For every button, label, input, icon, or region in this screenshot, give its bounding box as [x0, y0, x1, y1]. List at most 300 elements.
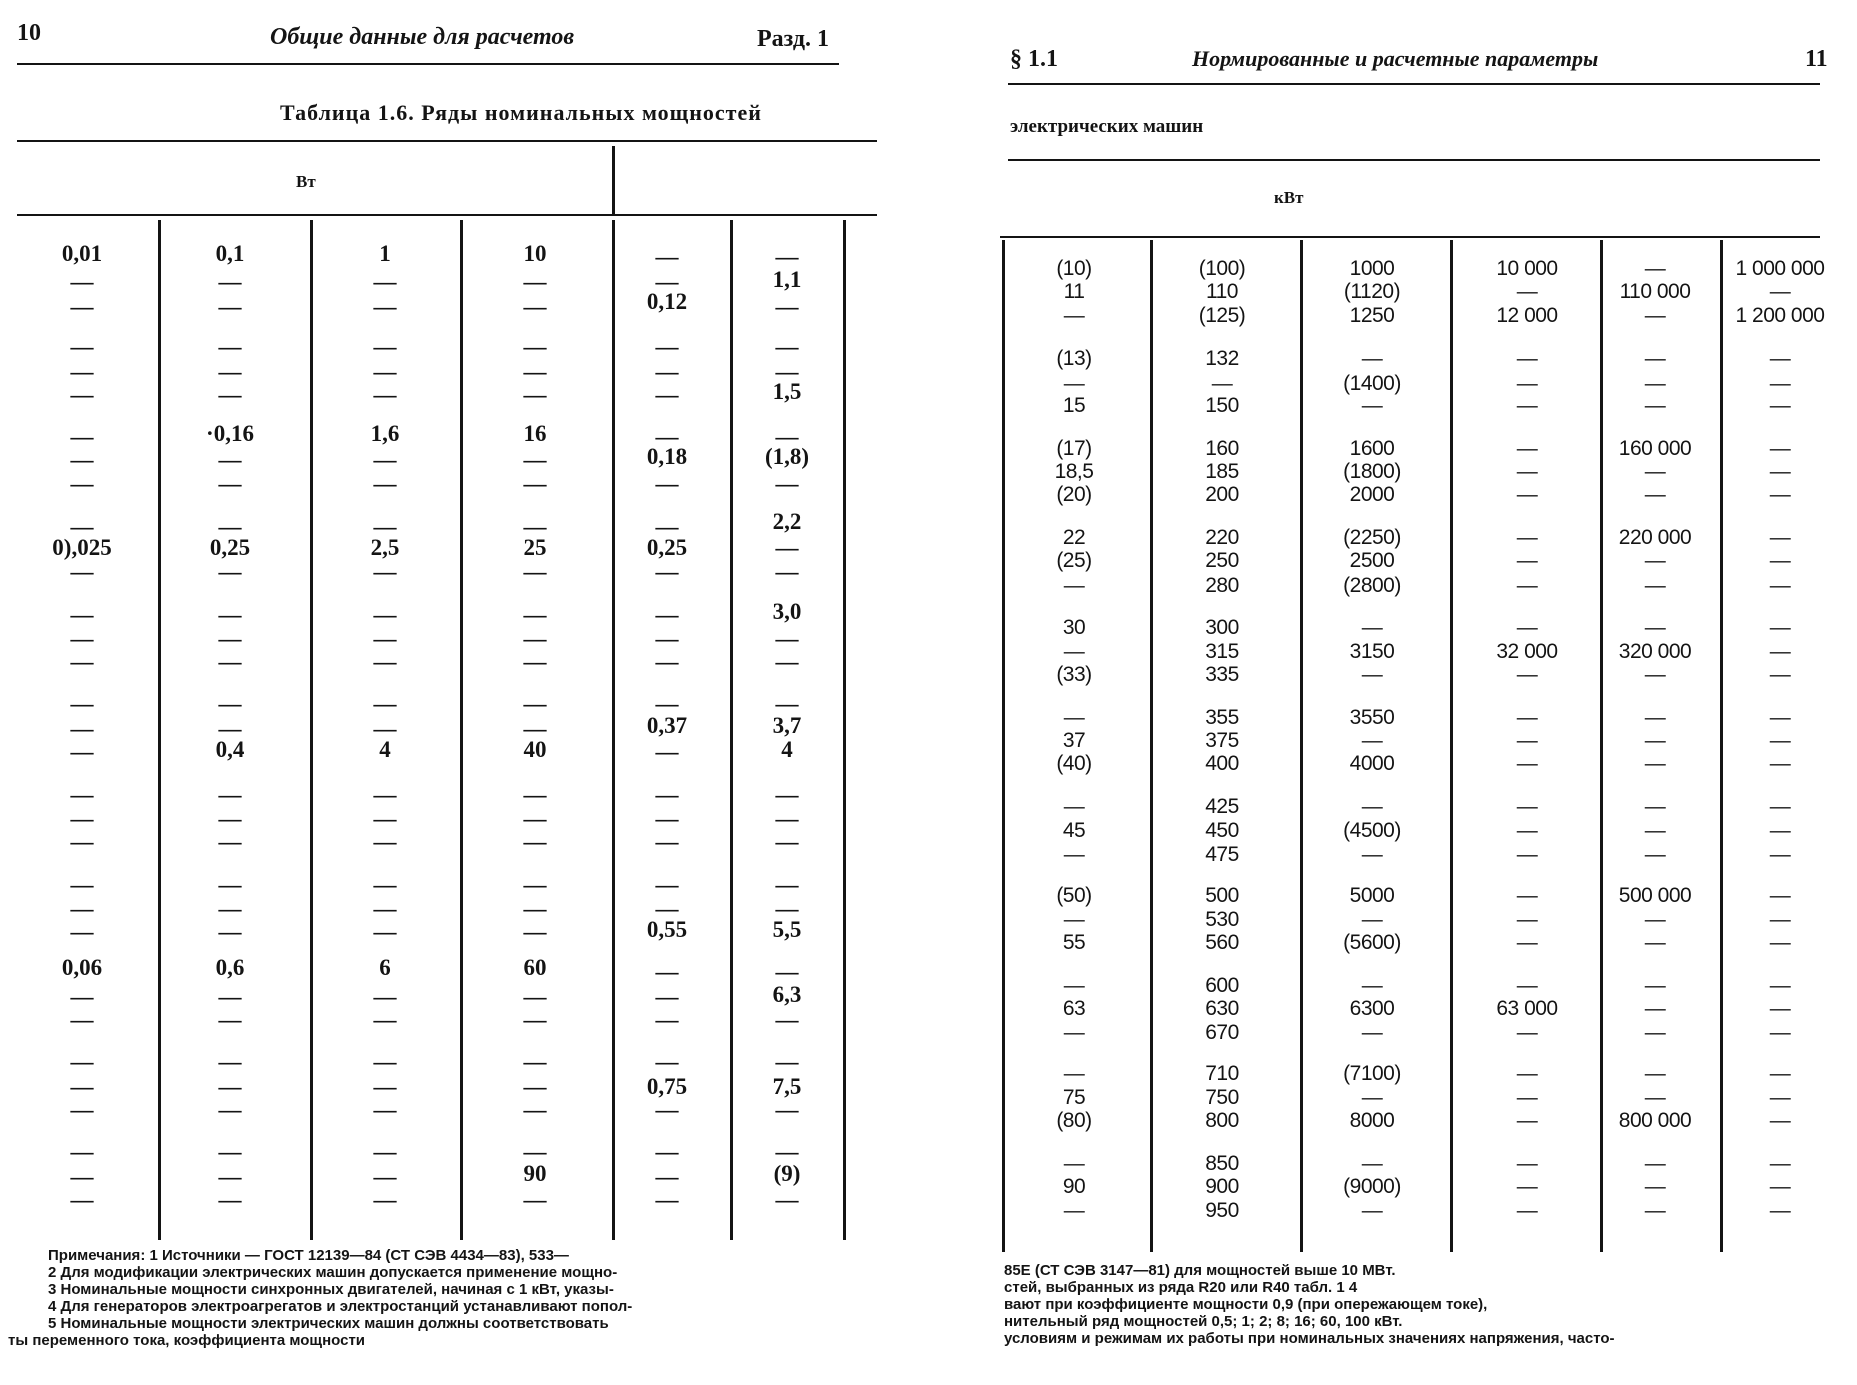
table-cell: — — [1644, 347, 1666, 370]
table-cell: 400 — [1205, 752, 1239, 775]
table-cell: — — [218, 382, 242, 407]
table-cell: (7100) — [1343, 1062, 1401, 1085]
table-cell: — — [775, 806, 799, 831]
table-cell: 5000 — [1349, 884, 1395, 907]
table-cell: (25) — [1056, 549, 1092, 572]
table-cell: 670 — [1205, 1021, 1239, 1044]
table-cell: — — [70, 294, 94, 319]
table-cell: — — [70, 806, 94, 831]
table-cell: — — [1769, 1175, 1791, 1198]
table-cell: — — [373, 334, 397, 359]
table-cell: — — [218, 1187, 242, 1212]
table-cell: — — [1769, 483, 1791, 506]
table-cell: — — [655, 559, 679, 584]
table-cell: 4 — [781, 737, 793, 762]
table-cell: — — [1361, 1021, 1383, 1044]
table-cell: (80) — [1056, 1109, 1092, 1132]
table-cell: — — [655, 872, 679, 897]
table-cell: — — [1516, 483, 1538, 506]
table-cell: — — [1516, 752, 1538, 775]
table-cell: 560 — [1205, 931, 1239, 954]
table-cell: — — [1769, 843, 1791, 866]
table-cell: — — [1063, 706, 1085, 729]
table-cell: 710 — [1205, 1062, 1239, 1085]
table-cell: — — [218, 1074, 242, 1099]
note-line: стей, выбранных из ряда R20 или R40 табл. 1 4 — [1004, 1279, 1358, 1296]
table-cell: — — [1644, 1062, 1666, 1085]
table-cell: — — [373, 1139, 397, 1164]
table-cell: — — [655, 806, 679, 831]
table-cell: 0),025 — [52, 535, 112, 560]
table-cell: 1,6 — [370, 421, 400, 446]
table-cell: — — [373, 782, 397, 807]
table-cell: — — [1361, 1152, 1383, 1175]
table-cell: — — [1063, 908, 1085, 931]
table-cell: — — [1769, 795, 1791, 818]
table-cell: — — [775, 959, 799, 984]
table-cell: — — [373, 829, 397, 854]
table-cell: (13) — [1056, 347, 1092, 370]
table-cell: — — [1769, 663, 1791, 686]
table-cell: 0,12 — [646, 289, 688, 314]
table-cell: — — [218, 559, 242, 584]
table-cell: — — [523, 294, 547, 319]
table-cell: — — [775, 829, 799, 854]
table-cell: — — [373, 514, 397, 539]
table-cell: — — [70, 471, 94, 496]
table-cell: — — [373, 294, 397, 319]
table-cell: (40) — [1056, 752, 1092, 775]
table-cell: — — [523, 626, 547, 651]
table-cell: — — [373, 382, 397, 407]
left-page — [0, 0, 880, 1385]
table-cell: — — [1516, 1175, 1538, 1198]
table-cell: 320 000 — [1618, 640, 1692, 663]
table-cell: — — [70, 1007, 94, 1032]
table-cell: — — [218, 514, 242, 539]
table-cell: — — [655, 1007, 679, 1032]
table-cell: 4 — [379, 737, 391, 762]
table-cell: — — [523, 829, 547, 854]
table-cell: — — [1769, 884, 1791, 907]
table-cell: — — [1361, 908, 1383, 931]
table-cell: — — [1516, 884, 1538, 907]
table-cell: — — [1063, 795, 1085, 818]
table-cell: — — [1644, 394, 1666, 417]
table-cell: — — [1644, 706, 1666, 729]
note-line: 3 Номинальные мощности синхронных двигателей, начиная с 1 кВт, указы- — [48, 1281, 614, 1298]
table-cell: 750 — [1205, 1086, 1239, 1109]
table-cell: 75 — [1062, 1086, 1086, 1109]
table-cell: 425 — [1205, 795, 1239, 818]
table-cell: — — [1644, 974, 1666, 997]
table-cell: — — [1516, 795, 1538, 818]
table-cell: — — [523, 691, 547, 716]
table-cell: — — [1063, 372, 1085, 395]
table-cell: 900 — [1205, 1175, 1239, 1198]
table-cell: — — [1516, 372, 1538, 395]
table-cell: — — [775, 334, 799, 359]
table-cell: — — [523, 447, 547, 472]
table-cell: — — [1769, 526, 1791, 549]
table-cell: — — [1516, 974, 1538, 997]
table-cell: — — [1516, 394, 1538, 417]
table-cell: — — [1769, 347, 1791, 370]
note-line: Примечания: 1 Источники — ГОСТ 12139—84 (СТ СЭВ 4434—83), 533— — [48, 1247, 569, 1264]
section-label: Разд. 1 — [757, 26, 830, 52]
table-cell: — — [373, 1074, 397, 1099]
table-cell: — — [70, 514, 94, 539]
column-divider — [460, 220, 463, 1240]
table-cell: — — [775, 535, 799, 560]
table-cell: 4000 — [1349, 752, 1395, 775]
table-cell: 15 — [1062, 394, 1086, 417]
table-cell: — — [218, 806, 242, 831]
table-cell: — — [1644, 1199, 1666, 1222]
table-cell: 2500 — [1349, 549, 1395, 572]
table-cell: — — [218, 872, 242, 897]
table-cell: — — [1361, 663, 1383, 686]
table-cell: — — [1063, 1062, 1085, 1085]
table-cell: — — [70, 1164, 94, 1189]
table-cell: 0,1 — [215, 241, 245, 266]
table-cell: 6 — [379, 955, 391, 980]
table-cell: — — [373, 649, 397, 674]
table-cell: — — [1644, 843, 1666, 866]
table-cell: — — [1516, 931, 1538, 954]
table-cell: — — [70, 559, 94, 584]
table-cell: — — [1644, 819, 1666, 842]
table-cell: — — [1644, 752, 1666, 775]
table-cell: — — [775, 471, 799, 496]
table-cell: — — [655, 269, 679, 294]
table-cell: — — [523, 1097, 547, 1122]
table-cell: — — [1063, 1152, 1085, 1175]
table-cell: 60 — [523, 955, 547, 980]
table-cell: — — [1516, 1152, 1538, 1175]
table-cell: — — [218, 447, 242, 472]
table-cell: — — [775, 626, 799, 651]
table-cell: — — [70, 269, 94, 294]
note-line: вают при коэффициенте мощности 0,9 (при опережающем токе), — [1004, 1296, 1488, 1313]
table-cell: 500 — [1205, 884, 1239, 907]
table-cell: 0,01 — [61, 241, 103, 266]
table-cell: — — [523, 872, 547, 897]
note-line: 2 Для модификации электрических машин допускается применение мощно- — [48, 1264, 618, 1281]
table-cell: — — [70, 1049, 94, 1074]
table-cell: 3150 — [1349, 640, 1395, 663]
table-cell: (5600) — [1343, 931, 1401, 954]
table-cell: — — [70, 602, 94, 627]
table-cell: — — [775, 244, 799, 269]
table-cell: 63 — [1062, 997, 1086, 1020]
table-cell: — — [1644, 574, 1666, 597]
table-cell: — — [70, 1187, 94, 1212]
running-title: Общие данные для расчетов — [270, 24, 575, 50]
table-cell: 2,2 — [772, 509, 802, 534]
table-cell: — — [70, 649, 94, 674]
table-cell: 1 — [379, 241, 391, 266]
table-cell: — — [1516, 616, 1538, 639]
table-cell: — — [523, 1049, 547, 1074]
table-cell: 280 — [1205, 574, 1239, 597]
table-cell: 110 000 — [1619, 280, 1691, 303]
table-cell: (33) — [1056, 663, 1092, 686]
table-cell: (17) — [1056, 437, 1092, 460]
table-cell: — — [218, 471, 242, 496]
table-cell: — — [373, 872, 397, 897]
unit-header: кВт — [1274, 188, 1304, 207]
table-cell: — — [1644, 549, 1666, 572]
table-cell: — — [218, 269, 242, 294]
table-cell: — — [1769, 1021, 1791, 1044]
table-cell: 90 — [523, 1161, 547, 1186]
table-cell: — — [1644, 908, 1666, 931]
table-cell: 30 — [1062, 616, 1086, 639]
table-cell: — — [1769, 752, 1791, 775]
table-cell: 0,18 — [646, 444, 688, 469]
table-title-continued: электрических машин — [1010, 116, 1204, 137]
table-cell: — — [373, 471, 397, 496]
table-cell: — — [523, 269, 547, 294]
table-cell: — — [655, 602, 679, 627]
table-cell: (2800) — [1343, 574, 1401, 597]
table-cell: (50) — [1056, 884, 1092, 907]
table-cell: — — [523, 514, 547, 539]
table-cell: — — [1769, 616, 1791, 639]
table-cell: 1 200 000 — [1735, 304, 1825, 327]
table-top-rule — [1008, 159, 1820, 161]
table-cell: — — [1644, 257, 1666, 280]
table-cell: — — [70, 382, 94, 407]
table-cell: — — [775, 896, 799, 921]
table-cell: — — [218, 1007, 242, 1032]
table-cell: — — [655, 424, 679, 449]
table-cell: — — [1063, 304, 1085, 327]
table-cell: 3,0 — [772, 599, 802, 624]
table-cell: — — [1769, 819, 1791, 842]
table-cell: 0,75 — [646, 1074, 688, 1099]
header-bottom-rule — [1000, 236, 1820, 238]
table-cell: — — [655, 1097, 679, 1122]
table-cell: — — [655, 829, 679, 854]
table-cell: — — [1361, 347, 1383, 370]
table-cell: — — [218, 359, 242, 384]
table-cell: 7,5 — [772, 1074, 802, 1099]
table-cell: (1120) — [1343, 280, 1401, 303]
table-cell: 0,25 — [646, 535, 688, 560]
table-cell: 150 — [1205, 394, 1239, 417]
table-cell: — — [1361, 843, 1383, 866]
table-cell: — — [373, 919, 397, 944]
table-cell: — — [523, 919, 547, 944]
table-cell: — — [775, 691, 799, 716]
table-cell: — — [1516, 1109, 1538, 1132]
table-cell: — — [1644, 616, 1666, 639]
table-cell: — — [1516, 437, 1538, 460]
column-divider — [1300, 240, 1303, 1252]
table-cell: 1,1 — [772, 267, 802, 292]
table-cell: 800 — [1205, 1109, 1239, 1132]
table-cell: — — [775, 559, 799, 584]
table-cell: — — [1644, 1086, 1666, 1109]
table-top-rule — [17, 140, 877, 142]
table-cell: — — [1769, 640, 1791, 663]
table-cell: — — [1063, 640, 1085, 663]
table-cell: — — [523, 1074, 547, 1099]
table-cell: — — [1516, 1062, 1538, 1085]
table-cell: — — [70, 424, 94, 449]
table-cell: — — [1361, 1086, 1383, 1109]
table-cell: — — [1644, 1021, 1666, 1044]
column-divider — [158, 220, 161, 1240]
table-cell: — — [70, 872, 94, 897]
table-cell: — — [1769, 1199, 1791, 1222]
table-cell: — — [523, 559, 547, 584]
table-cell: — — [70, 691, 94, 716]
table-cell: — — [775, 1187, 799, 1212]
table-cell: — — [70, 1097, 94, 1122]
table-cell: — — [775, 1007, 799, 1032]
table-cell: — — [373, 359, 397, 384]
table-cell: 45 — [1062, 819, 1086, 842]
table-cell: — — [1516, 526, 1538, 549]
table-cell: 0,37 — [646, 713, 688, 738]
table-cell: 3,7 — [772, 713, 802, 738]
table-cell: — — [1516, 819, 1538, 842]
table-cell: — — [70, 896, 94, 921]
header-rule — [17, 63, 839, 65]
table-cell: — — [655, 739, 679, 764]
table-cell: — — [218, 896, 242, 921]
table-cell: — — [373, 691, 397, 716]
table-cell: — — [655, 514, 679, 539]
table-cell: — — [1769, 394, 1791, 417]
table-cell: — — [655, 1164, 679, 1189]
note-line: 4 Для генераторов электроагрегатов и электростанций устанавливают попол- — [48, 1298, 633, 1315]
table-cell: 6300 — [1349, 997, 1395, 1020]
table-cell: 0,4 — [215, 737, 245, 762]
note-line: 5 Номинальные мощности электрических машин должны соответствовать — [48, 1315, 609, 1332]
table-cell: 1250 — [1349, 304, 1395, 327]
table-cell: (2250) — [1343, 526, 1401, 549]
table-cell: 800 000 — [1618, 1109, 1692, 1132]
table-cell: 10 — [523, 241, 547, 266]
note-line: условиям и режимам их работы при номинальных значениях напряжения, часто- — [1004, 1330, 1615, 1347]
table-cell: — — [1361, 616, 1383, 639]
table-cell: 6,3 — [772, 982, 802, 1007]
table-cell: — — [655, 626, 679, 651]
table-cell: — — [373, 1164, 397, 1189]
table-cell: — — [373, 984, 397, 1009]
table-cell: — — [218, 691, 242, 716]
table-cell: — — [1769, 997, 1791, 1020]
table-cell: — — [373, 447, 397, 472]
table-cell: — — [1516, 549, 1538, 572]
table-cell: — — [523, 806, 547, 831]
table-cell: — — [373, 1049, 397, 1074]
table-cell: — — [523, 782, 547, 807]
table-cell: 375 — [1205, 729, 1239, 752]
table-cell: 220 — [1205, 526, 1239, 549]
table-cell: (100) — [1198, 257, 1246, 280]
table-cell: (9) — [773, 1161, 801, 1186]
table-cell: 1,5 — [772, 379, 802, 404]
table-cell: (10) — [1056, 257, 1092, 280]
header-bottom-rule — [17, 214, 877, 216]
table-cell: — — [70, 919, 94, 944]
table-cell: (9000) — [1343, 1175, 1401, 1198]
table-cell: — — [218, 829, 242, 854]
table-cell: 37 — [1062, 729, 1086, 752]
table-cell: — — [1361, 729, 1383, 752]
table-cell: 1600 — [1349, 437, 1395, 460]
table-cell: — — [1516, 460, 1538, 483]
table-cell: 600 — [1205, 974, 1239, 997]
table-cell: — — [218, 602, 242, 627]
table-cell: — — [218, 782, 242, 807]
table-cell: — — [523, 1187, 547, 1212]
table-cell: — — [655, 471, 679, 496]
table-cell: — — [1644, 931, 1666, 954]
table-cell: 0,25 — [209, 535, 251, 560]
table-cell: 0,06 — [61, 955, 103, 980]
table-cell: — — [523, 896, 547, 921]
table-cell: 450 — [1205, 819, 1239, 842]
table-cell: — — [218, 984, 242, 1009]
table-cell: — — [775, 649, 799, 674]
table-cell: — — [218, 649, 242, 674]
table-cell: — — [1644, 997, 1666, 1020]
table-cell: — — [523, 1139, 547, 1164]
table-cell: 475 — [1205, 843, 1239, 866]
section-label: § 1.1 — [1010, 46, 1058, 72]
table-cell: — — [218, 1049, 242, 1074]
table-cell: — — [1644, 483, 1666, 506]
table-cell: — — [1516, 1086, 1538, 1109]
table-cell: — — [70, 626, 94, 651]
table-cell: 16 — [523, 421, 547, 446]
table-cell: — — [1516, 706, 1538, 729]
table-cell: — — [523, 602, 547, 627]
table-cell: 25 — [523, 535, 547, 560]
table-cell: — — [373, 1187, 397, 1212]
table-cell: — — [775, 782, 799, 807]
table-cell: — — [218, 1164, 242, 1189]
table-cell: — — [1769, 437, 1791, 460]
table-cell: — — [1769, 974, 1791, 997]
table-cell: — — [1516, 908, 1538, 931]
table-cell: — — [1516, 1199, 1538, 1222]
table-cell: — — [1769, 372, 1791, 395]
table-cell: (1400) — [1343, 372, 1401, 395]
table-cell: — — [70, 447, 94, 472]
table-cell: — — [373, 559, 397, 584]
table-cell: — — [775, 1097, 799, 1122]
page-number: 11 — [1805, 46, 1828, 72]
table-cell: (1,8) — [764, 444, 810, 469]
table-cell: — — [523, 471, 547, 496]
page-number: 10 — [17, 20, 41, 46]
table-cell: 55 — [1062, 931, 1086, 954]
table-cell: — — [655, 1049, 679, 1074]
table-cell: 630 — [1205, 997, 1239, 1020]
table-cell: — — [70, 829, 94, 854]
table-cell: — — [523, 334, 547, 359]
table-cell: 0,6 — [215, 955, 245, 980]
table-cell: (4500) — [1343, 819, 1401, 842]
unit-header: Вт — [296, 172, 316, 191]
